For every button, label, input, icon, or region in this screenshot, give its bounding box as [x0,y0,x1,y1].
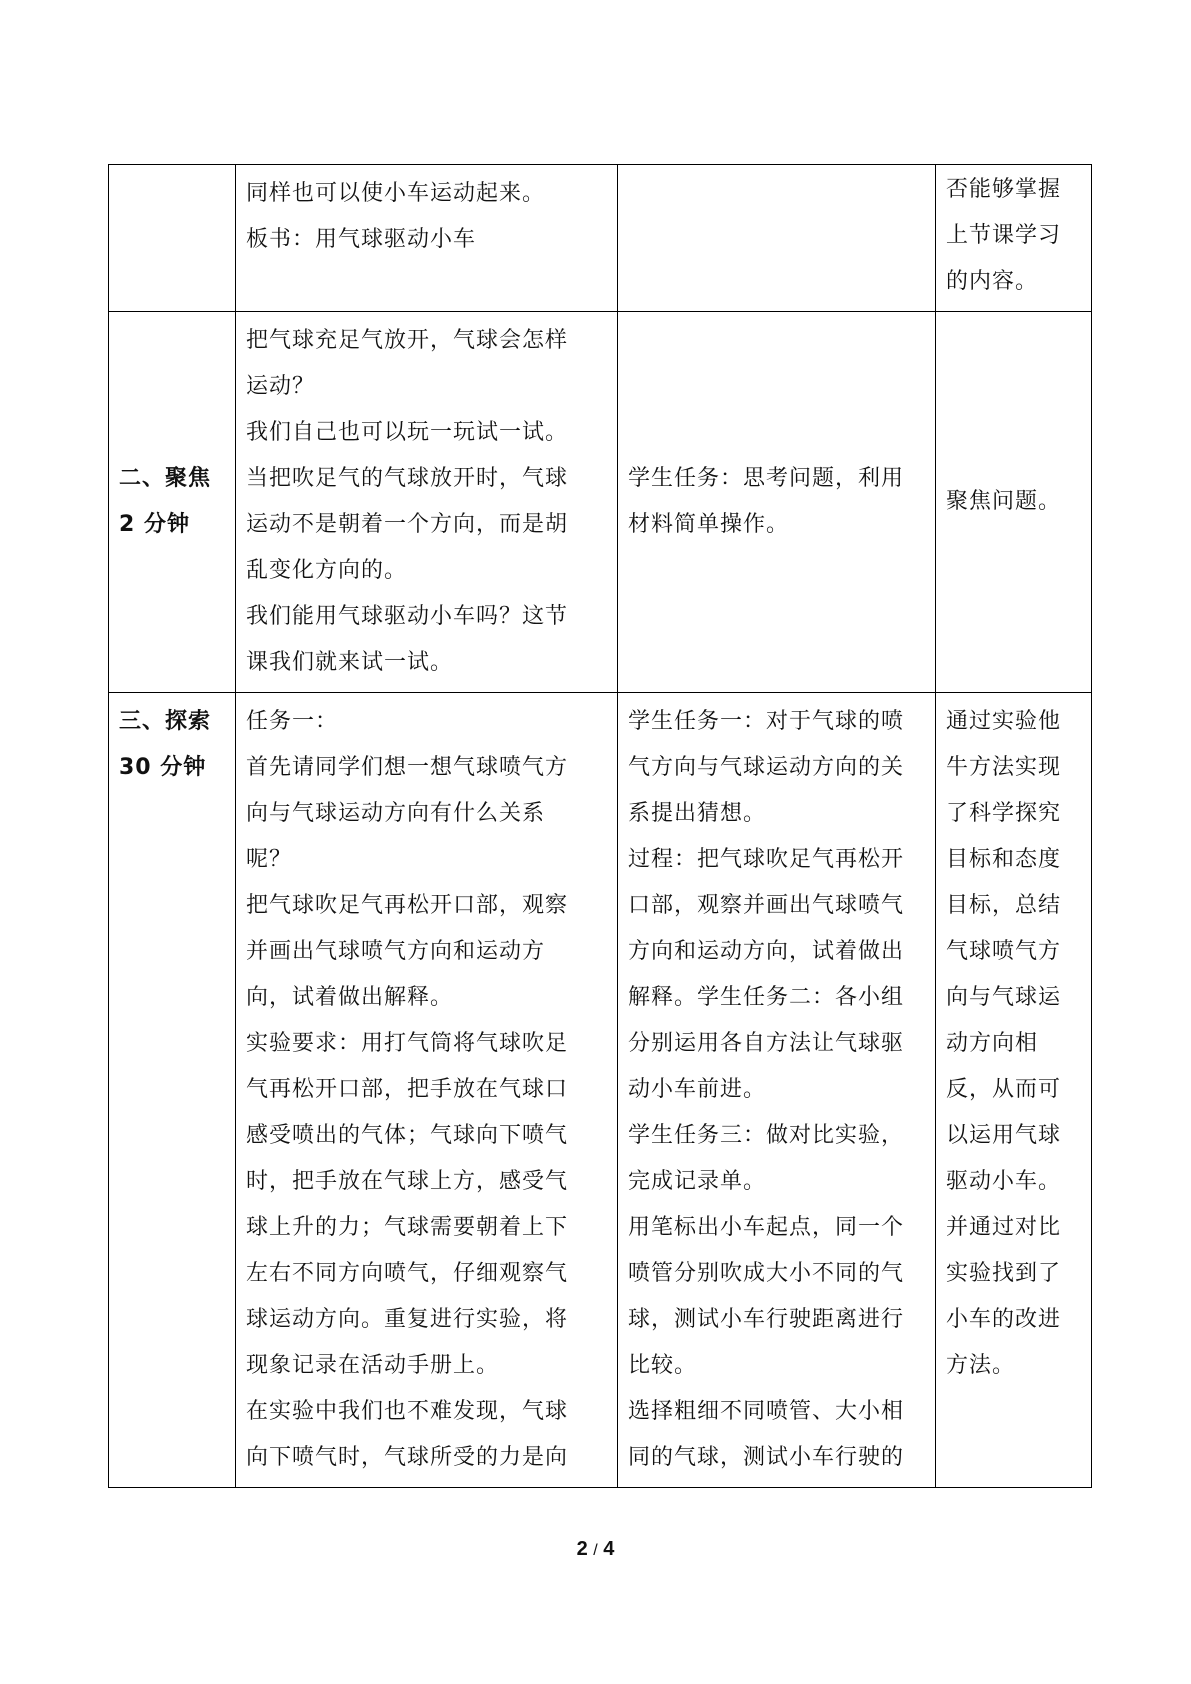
text-line: 同的气球，测试小车行驶的 [628,1445,905,1470]
text-line: 系提出猜想。 [628,801,767,826]
text-line: 学生任务一：对于气球的喷 [628,709,905,734]
page-separator: / [593,1542,598,1559]
teacher-activity-cell [236,693,618,1488]
text-line: 并通过对比 [946,1215,1062,1240]
text-line: 学生任务：思考问题，利用 [628,466,905,491]
text-line: 课我们就来试一试。 [246,650,454,675]
stage-duration: 2 分钟 [119,512,190,537]
text-line: 过程：把气球吹足气再松开 [628,847,905,872]
text-line: 解释。学生任务二：各小组 [628,985,905,1010]
text-line: 气方向与气球运动方向的关 [628,755,905,780]
text-line: 球运动方向。重复进行实验，将 [246,1307,569,1332]
student-activity-cell [618,693,936,1488]
design-intent-cell [936,312,1092,693]
text-line: 气再松开口部，把手放在气球口 [246,1077,569,1102]
text-line: 气球喷气方 [946,939,1062,964]
text-line: 的内容。 [946,269,1039,294]
text-line: 并画出气球喷气方向和运动方 [246,939,546,964]
page-number [0,1538,1191,1561]
text-line: 实验找到了 [946,1261,1062,1286]
stage-duration: 30 分钟 [119,755,207,780]
text-line: 板书：用气球驱动小车 [246,227,477,252]
design-intent-cell [936,165,1092,312]
text-line: 分别运用各自方法让气球驱 [628,1031,905,1056]
text-line: 把气球充足气放开，气球会怎样 [246,328,569,353]
text-line: 材料简单操作。 [628,512,790,537]
text-line: 喷管分别吹成大小不同的气 [628,1261,905,1286]
text-line: 比较。 [628,1353,698,1378]
stage-title: 二、聚焦 [119,466,212,491]
text-line: 目标和态度 [946,847,1062,872]
text-line: 动方向相 [946,1031,1039,1056]
text-line: 牛方法实现 [946,755,1062,780]
stage-cell [109,312,236,693]
page-total: 4 [603,1538,615,1560]
text-line: 球，测试小车行驶距离进行 [628,1307,905,1332]
table-row [109,312,1092,693]
teacher-activity-cell [236,165,618,312]
lesson-plan-table [108,164,1092,1488]
text-line: 现象记录在活动手册上。 [246,1353,500,1378]
design-intent-cell [936,693,1092,1488]
text-line: 实验要求：用打气筒将气球吹足 [246,1031,569,1056]
text-line: 时，把手放在气球上方，感受气 [246,1169,569,1194]
text-line: 驱动小车。 [946,1169,1062,1194]
table-row [109,693,1092,1488]
text-line: 当把吹足气的气球放开时，气球 [246,466,569,491]
text-line: 向下喷气时，气球所受的力是向 [246,1445,569,1470]
text-line: 同样也可以使小车运动起来。 [246,181,546,206]
text-line: 否能够掌握 [946,177,1062,202]
text-line: 向与气球运动方向有什么关系 [246,801,546,826]
text-line: 动小车前进。 [628,1077,767,1102]
text-line: 向与气球运 [946,985,1062,1010]
text-line: 选择粗细不同喷管、大小相 [628,1399,905,1424]
table-row [109,165,1092,312]
text-line: 感受喷出的气体；气球向下喷气 [246,1123,569,1148]
text-line: 运动？ [246,374,316,399]
text-line: 方向和运动方向，试着做出 [628,939,905,964]
text-line: 聚焦问题。 [946,489,1062,514]
text-line: 学生任务三：做对比实验， [628,1123,905,1148]
text-line: 上节课学习 [946,223,1062,248]
text-line: 通过实验他 [946,709,1062,734]
text-line: 在实验中我们也不难发现，气球 [246,1399,569,1424]
text-line: 反，从而可 [946,1077,1062,1102]
text-line: 球上升的力；气球需要朝着上下 [246,1215,569,1240]
text-line: 我们自己也可以玩一玩试一试。 [246,420,569,445]
text-line: 呢？ [246,847,293,872]
text-line: 首先请同学们想一想气球喷气方 [246,755,569,780]
text-line: 向，试着做出解释。 [246,985,454,1010]
text-line: 了科学探究 [946,801,1062,826]
student-activity-cell [618,312,936,693]
text-line: 乱变化方向的。 [246,558,408,583]
teacher-activity-cell [236,312,618,693]
text-line: 口部，观察并画出气球喷气 [628,893,905,918]
text-line: 以运用气球 [946,1123,1062,1148]
text-line: 把气球吹足气再松开口部，观察 [246,893,569,918]
text-line: 用笔标出小车起点，同一个 [628,1215,905,1240]
page-current: 2 [576,1538,588,1560]
text-line: 运动不是朝着一个方向，而是胡 [246,512,569,537]
text-line: 任务一： [246,709,339,734]
text-line: 目标，总结 [946,893,1062,918]
text-line: 左右不同方向喷气，仔细观察气 [246,1261,569,1286]
text-line: 我们能用气球驱动小车吗？这节 [246,604,569,629]
student-activity-cell [618,165,936,312]
text-line: 方法。 [946,1353,1016,1378]
text-line: 小车的改进 [946,1307,1062,1332]
stage-cell [109,693,236,1488]
stage-title: 三、探索 [119,709,212,734]
stage-cell [109,165,236,312]
text-line: 完成记录单。 [628,1169,767,1194]
